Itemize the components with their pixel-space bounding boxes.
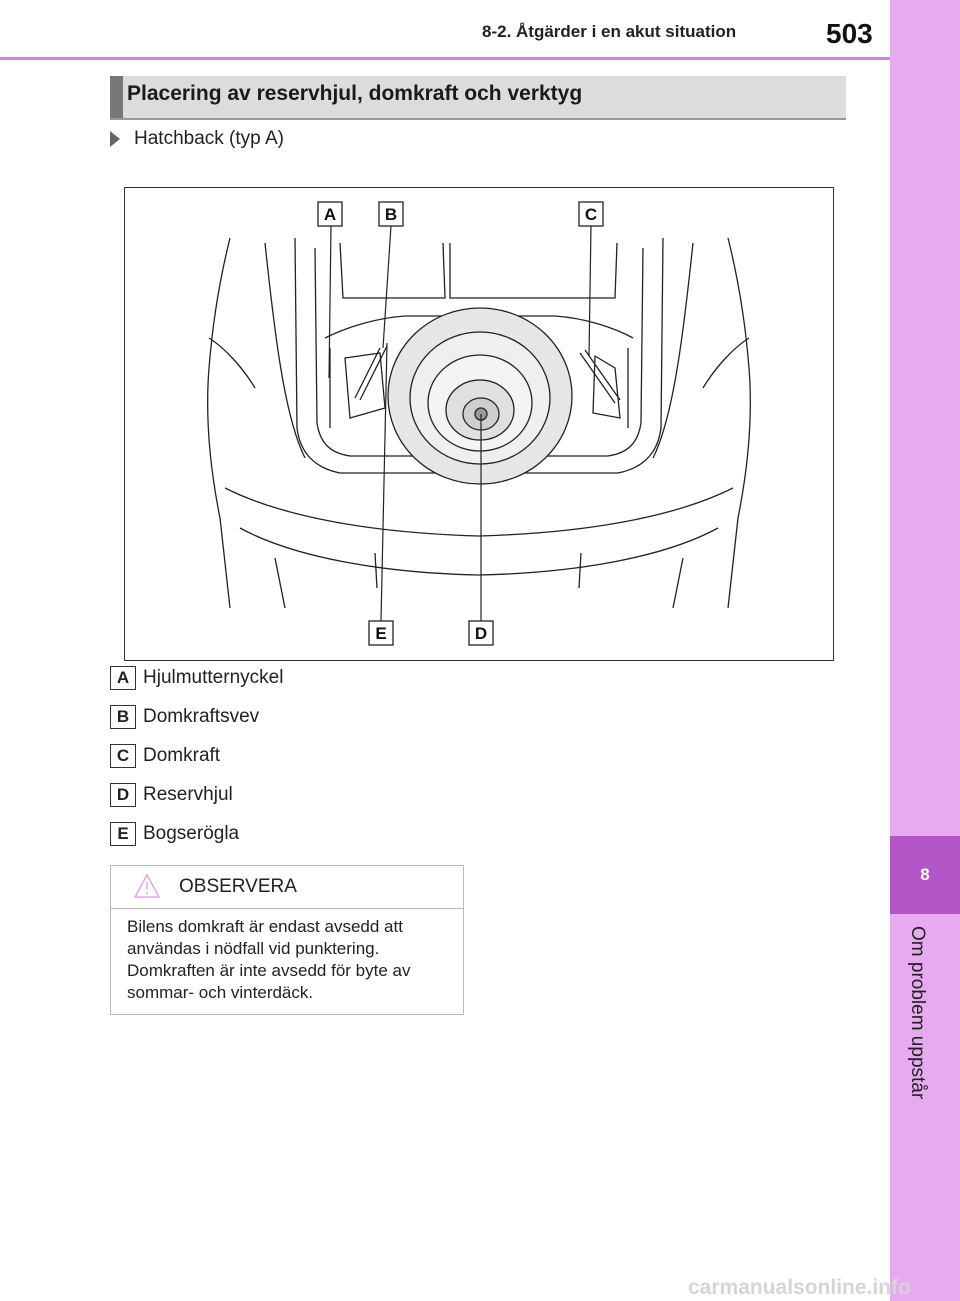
legend-label-c: Domkraft: [143, 745, 221, 766]
legend-label-b: Domkraftsvev: [143, 706, 260, 727]
callout-d: D: [474, 624, 488, 643]
caution-header: [111, 866, 463, 909]
legend-item-c: [110, 744, 220, 768]
caution-box: [110, 865, 464, 1015]
legend-label-e: Bogserögla: [143, 823, 240, 844]
legend-key-e: E: [110, 822, 136, 846]
callout-b: B: [384, 205, 398, 224]
legend-item-a: [110, 666, 283, 690]
legend-item-e: [110, 822, 239, 846]
variant-label: [110, 128, 284, 150]
legend-label-d: Reservhjul: [143, 784, 233, 805]
trunk-illustration: [124, 187, 834, 661]
warning-triangle-icon: [133, 872, 161, 900]
trunk-drawing: [125, 188, 833, 660]
legend-key-c: C: [110, 744, 136, 768]
callout-e: E: [375, 624, 387, 643]
caution-title: OBSERVERA: [179, 876, 297, 897]
page-number: 503: [826, 18, 873, 49]
legend-label-a: Hjulmutternyckel: [143, 667, 284, 688]
caution-text: Bilens domkraft är endast avsedd att användas i nödfall vid punktering. Domkraften är inte avsedd för byte av sommar- och vinterdäck.: [127, 917, 411, 1002]
chapter-number-tab[interactable]: 8: [890, 836, 960, 914]
page-heading: Placering av reservhjul, domkraft och verktyg: [127, 82, 583, 105]
legend-item-b: [110, 705, 259, 729]
legend-item-d: [110, 783, 233, 807]
side-tab: [890, 0, 960, 1301]
legend-key-d: D: [110, 783, 136, 807]
triangle-bullet-icon: [110, 131, 120, 147]
chapter-title: Om problem uppstår: [907, 926, 928, 1100]
callout-a: A: [323, 205, 337, 224]
header-rule: [0, 57, 890, 60]
legend-key-a: A: [110, 666, 136, 690]
variant-text: Hatchback (typ A): [134, 128, 284, 149]
legend-key-b: B: [110, 705, 136, 729]
watermark: carmanualsonline.info: [688, 1276, 911, 1299]
callout-c: C: [584, 205, 598, 224]
section-title: 8-2. Åtgärder i en akut situation: [482, 22, 737, 41]
